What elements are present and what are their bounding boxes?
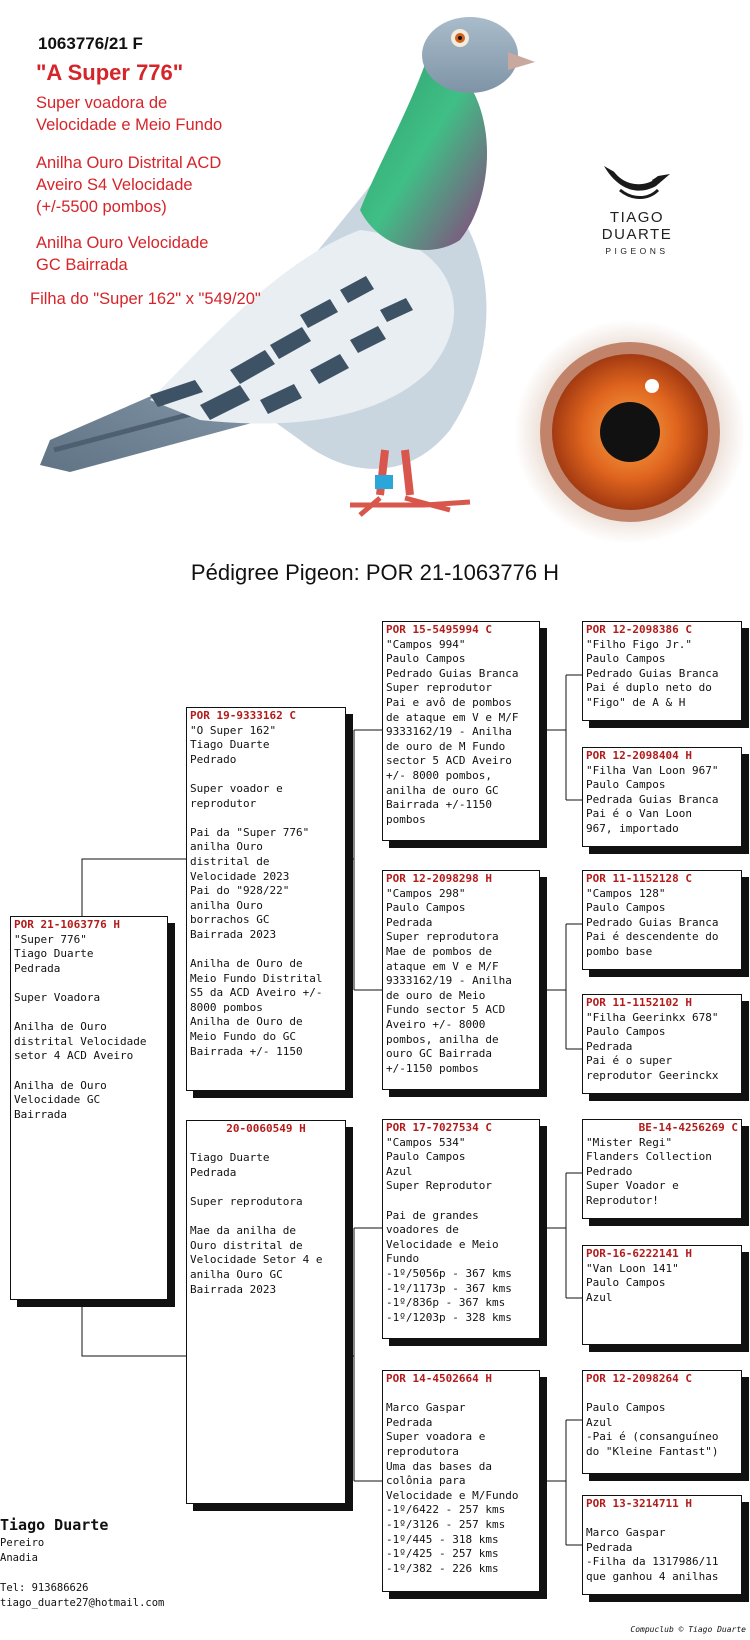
owner-email: tiago_duarte27@hotmail.com xyxy=(0,1597,165,1609)
pedigree-title: Pédigree Pigeon: POR 21-1063776 H xyxy=(190,560,560,585)
pedigree-card-ggp-1 xyxy=(582,621,742,721)
pedigree-card-ggp-8 xyxy=(582,1495,742,1595)
ring-number: POR 15-5495994 C xyxy=(386,623,492,636)
ring-number: POR 12-2098404 H xyxy=(586,749,692,762)
description-line: Super voadora de xyxy=(36,94,168,112)
card-details: "Filha Geerinkx 678" Paulo Campos Pedrada Pai é o super reprodutor Geerinckx xyxy=(586,1010,719,1082)
owner-address-line: Pereiro xyxy=(0,1537,45,1549)
pedigree-card-ggp-6 xyxy=(582,1245,742,1345)
pigeon-photo xyxy=(30,10,550,550)
pedigree-card-ggp-7 xyxy=(582,1370,742,1474)
card-details: Tiago Duarte Pedrada Super reprodutora Mae da anilha de Ouro distrital de Velocidade Setor 4 e anilha Ouro GC Bairrada 2023 xyxy=(190,1151,323,1296)
pigeon-eye-photo xyxy=(512,318,748,546)
card-details: "Van Loon 141" Paulo Campos Azul xyxy=(586,1261,679,1304)
card-details: "O Super 162" Tiago Duarte Pedrado Super voador e reprodutor Pai da "Super 776" anilha Ouro distrital de Velocidade 2023 Pai do "928/22" anilha Ouro borrachos GC Bairrada 2023 Anilha de Ouro de Meio Fundo Distrital S5 da ACD Aveiro +/- 8000 pombos Anilha de Ouro de Meio Fundo do GC Bairrada +/- 1150 xyxy=(190,723,323,1058)
owner-name: Tiago Duarte xyxy=(0,1516,109,1534)
pedigree-card-subject xyxy=(10,916,168,1300)
swallow-bird-icon xyxy=(600,160,674,202)
card-details: "Campos 298" Paulo Campos Pedrada Super reprodutora Mae de pombos de ataque em V e M/F 9333162/19 - Anilha de ouro de Meio Fundo sector 5 ACD Aveiro +/- 8000 pombos, anilha de ouro GC Bairrada +/-1150 pombos xyxy=(386,886,512,1075)
pedigree-card-granddam-maternal xyxy=(382,1370,540,1592)
ring-number: POR-16-6222141 H xyxy=(586,1247,692,1260)
ring-number: POR 19-9333162 C xyxy=(190,709,296,722)
ring-number: BE-14-4256269 C xyxy=(638,1121,738,1134)
software-credit: Compuclub © Tiago Duarte xyxy=(630,1625,746,1634)
card-details: "Filha Van Loon 967" Paulo Campos Pedrada Guias Branca Pai é o Van Loon 967, importado xyxy=(586,763,719,835)
pedigree-card-ggp-5 xyxy=(582,1119,742,1219)
pedigree-card-granddam-paternal xyxy=(382,870,540,1090)
card-details: "Campos 534" Paulo Campos Azul Super Reprodutor Pai de grandes voadores de Velocidade e Meio Fundo -1º/5056p - 367 kms -1º/1173p - 367 kms -1º/836p - 367 kms -1º/1203p - 328 kms xyxy=(386,1135,512,1324)
card-details: "Filho Figo Jr." Paulo Campos Pedrado Guias Branca Pai é duplo neto do "Figo" de A & H xyxy=(586,637,719,709)
ring-number: POR 13-3214711 H xyxy=(586,1497,692,1510)
ring-number: POR 12-2098298 H xyxy=(386,872,492,885)
ring-number: POR 12-2098386 C xyxy=(586,623,692,636)
pedigree-card-grandsire-maternal xyxy=(382,1119,540,1339)
logo-name: TIAGO DUARTE xyxy=(601,209,673,243)
description-line: Anilha Ouro Distrital ACD xyxy=(36,154,222,172)
ring-number: 20-0060549 H xyxy=(226,1122,306,1135)
pigeon-nickname: "A Super 776" xyxy=(36,60,184,85)
ring-id: 1063776/21 F xyxy=(38,34,143,53)
card-details: Paulo Campos Azul -Pai é (consanguíneo do "Kleine Fantast") xyxy=(586,1401,719,1458)
description-line: Aveiro S4 Velocidade xyxy=(36,176,193,194)
ring-number: POR 11-1152128 C xyxy=(586,872,692,885)
owner-phone: Tel: 913686626 xyxy=(0,1582,89,1594)
pedigree-card-ggp-4 xyxy=(582,994,742,1094)
card-details: "Campos 994" Paulo Campos Pedrado Guias Branca Super reprodutor Pai e avô de pombos de ataque em V e M/F 9333162/19 - Anilha de ouro de M Fundo sector 5 ACD Aveiro +/- 8000 pombos, anilha de ouro GC Bairrada +/-1150 pombos xyxy=(386,637,519,826)
pedigree-card-ggp-2 xyxy=(582,747,742,847)
card-details: Marco Gaspar Pedrada -Filha da 1317986/11 que ganhou 4 anilhas xyxy=(586,1526,719,1583)
ring-number: POR 11-1152102 H xyxy=(586,996,692,1009)
pedigree-card-sire xyxy=(186,707,346,1091)
pedigree-card-ggp-3 xyxy=(582,870,742,970)
pedigree-card-dam xyxy=(186,1120,346,1504)
description-line: GC Bairrada xyxy=(36,256,128,274)
breeder-logo xyxy=(572,160,702,256)
logo-subtitle: PIGEONS xyxy=(605,246,669,256)
description-line: Anilha Ouro Velocidade xyxy=(36,234,209,252)
ring-number: POR 17-7027534 C xyxy=(386,1121,492,1134)
description-line: Velocidade e Meio Fundo xyxy=(36,116,223,134)
description-line: Filha do "Super 162" x "549/20" xyxy=(30,290,261,308)
header-photo-area xyxy=(0,0,750,555)
description-line: (+/-5500 pombos) xyxy=(36,198,167,216)
pedigree-card-grandsire-paternal xyxy=(382,621,540,841)
ring-number: POR 12-2098264 C xyxy=(586,1372,692,1385)
card-details: Marco Gaspar Pedrada Super voadora e reprodutora Uma das bases da colônia para Velocidade e M/Fundo -1º/6422 - 257 kms -1º/3126 - 257 kms -1º/445 - 318 kms -1º/425 - 257 kms -1º/382 - 226 kms xyxy=(386,1401,519,1575)
ring-number: POR 14-4502664 H xyxy=(386,1372,492,1385)
ring-number: POR 21-1063776 H xyxy=(14,918,120,931)
card-details: "Campos 128" Paulo Campos Pedrado Guias Branca Pai é descendente do pombo base xyxy=(586,886,719,958)
owner-address-line: Anadia xyxy=(0,1552,38,1564)
card-details: "Mister Regi" Flanders Collection Pedrado Super Voador e Reprodutor! xyxy=(586,1135,712,1207)
card-details: "Super 776" Tiago Duarte Pedrada Super Voadora Anilha de Ouro distrital Velocidade setor 4 ACD Aveiro Anilha de Ouro Velocidade GC Bairrada xyxy=(14,932,147,1121)
